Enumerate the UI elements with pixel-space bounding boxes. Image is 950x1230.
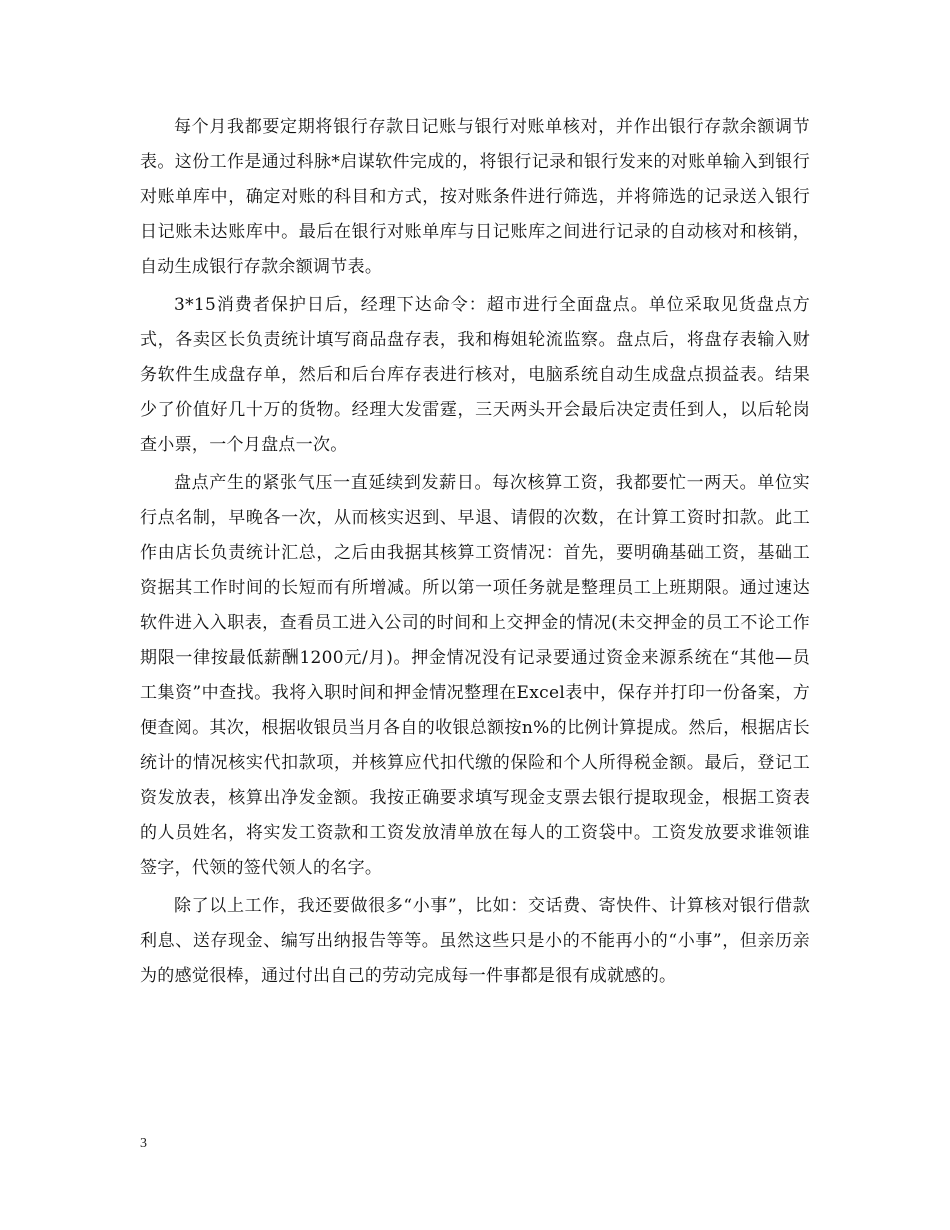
- paragraph-small-tasks: 除了以上工作，我还要做很多“小事”，比如：交话费、寄快件、计算核对银行借款利息、送存现金、编写出纳报告等等。虽然这些只是小的不能再小的“小事”，但亲历亲为的感觉很棒，通过付出自己的劳动完成每一件事都是很有成就感的。: [140, 896, 810, 986]
- paragraph-payroll: 盘点产生的紧张气压一直延续到发薪日。每次核算工资，我都要忙一两天。单位实行点名制，早晚各一次，从而核实迟到、早退、请假的次数，在计算工资时扣款。此工作由店长负责统计汇总，之后由我据其核算工资情况：首先，要明确基础工资，基础工资据其工作时间的长短而有所增减。所以第一项任务就是整理员工上班期限。通过速达软件进入入职表，查看员工进入公司的时间和上交押金的情况(未交押金的员工不论工作期限一律按最低薪酬1200元/月)。押金情况没有记录要通过资金来源系统在“其他—员工集资”中查找。我将入职时间和押金情况整理在Excel表中，保存并打印一份备案，方便查阅。其次，根据收银员当月各自的收银总额按n%的比例计算提成。然后，根据店长统计的情况核实代扣款项，并核算应代扣代缴的保险和个人所得税金额。最后，登记工资发放表，核算出净发金额。我按正确要求填写现金支票去银行提取现金，根据工资表的人员姓名，将实发工资款和工资发放清单放在每人的工资袋中。工资发放要求谁领谁签字，代领的签代领人的名字。: [140, 473, 810, 878]
- paragraph-bank-reconciliation: 每个月我都要定期将银行存款日记账与银行对账单核对，并作出银行存款余额调节表。这份工作是通过科脉*启谋软件完成的，将银行记录和银行发来的对账单输入到银行对账单库中，确定对账的科目和方式，按对账条件进行筛选，并将筛选的记录送入银行日记账未达账库中。最后在银行对账单库与日记账库之间进行记录的自动核对和核销，自动生成银行存款余额调节表。: [140, 117, 810, 277]
- document-body: [140, 110, 810, 997]
- page-number: 3: [140, 1136, 147, 1151]
- paragraph-inventory-count: 3*15消费者保护日后，经理下达命令：超市进行全面盘点。单位采取见货盘点方式，各卖区长负责统计填写商品盘存表，我和梅姐轮流监察。盘点后，将盘存表输入财务软件生成盘存单，然后和后台库存表进行核对，电脑系统自动生成盘点损益表。结果少了价值好几十万的货物。经理大发雷霆，三天两头开会最后决定责任到人，以后轮岗查小票，一个月盘点一次。: [140, 295, 810, 455]
